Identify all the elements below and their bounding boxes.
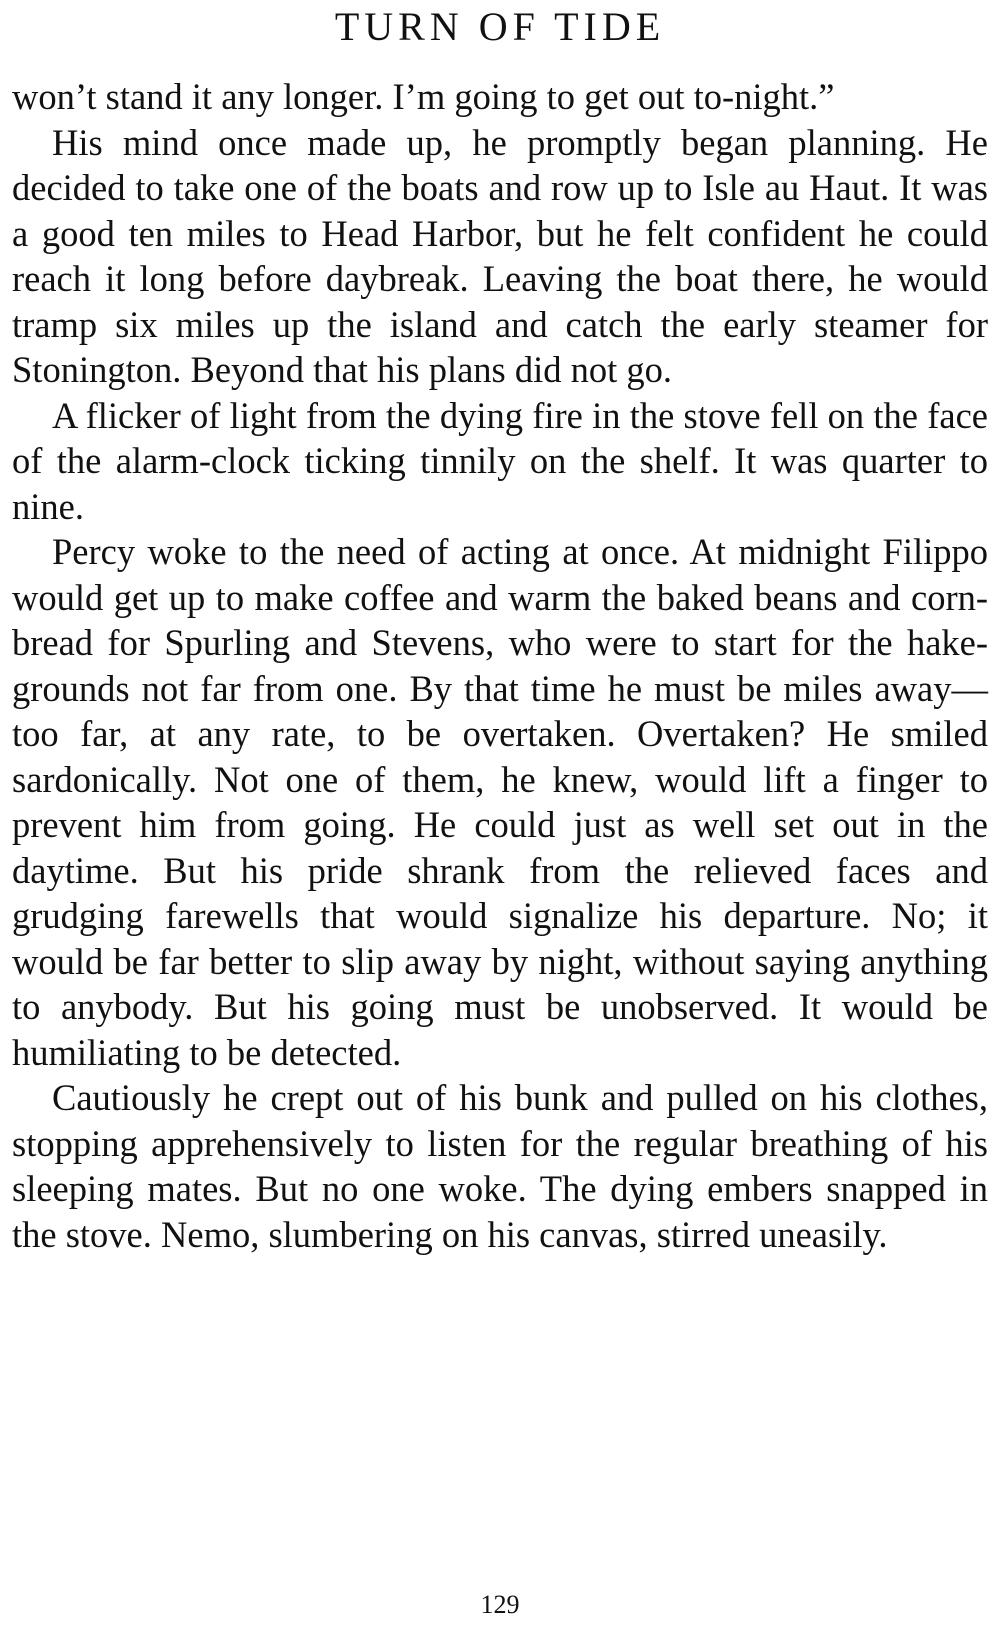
paragraph: Percy woke to the need of acting at once. At midnight Filippo would get up to make coffee and warm the baked beans and corn-bread for Spurling and Stevens, who were to start for the hake-grounds not far from one. By that time he must be miles away—too far, at any rate, to be overtaken. Overtaken? He smiled sardonically. Not one of them, he knew, would lift a finger to prevent him from going. He could just as well set out in the daytime. But his pride shrank from the relieved faces and grudging farewells that would signalize his departure. No; it would be far better to slip away by night, without saying anything to anybody. But his going must be unobserved. It would be humiliating to be detected. <box>12 531 988 1073</box>
book-page <box>12 0 988 1640</box>
paragraph: His mind once made up, he promptly began planning. He decided to take one of the boats and row up to Isle au Haut. It was a good ten miles to Head Harbor, but he felt confident he could reach it long before daybreak. Leaving the boat there, he would tramp six miles up the island and catch the early steamer for Stonington. Beyond that his plans did not go. <box>12 121 988 390</box>
paragraph: Cautiously he crept out of his bunk and pulled on his clothes, stopping apprehensively to listen for the regular breathing of his sleeping mates. But no one woke. The dying embers snapped in the stove. Nemo, slumbering on his canvas, stirred uneasily. <box>12 1077 988 1255</box>
paragraph-continuation: won’t stand it any longer. I’m going to get out to-night.” <box>12 76 835 117</box>
running-head: TURN OF TIDE <box>334 4 666 49</box>
page-number: 129 <box>480 1590 520 1619</box>
paragraph: A flicker of light from the dying fire in the stove fell on the face of the alarm-clock ticking tinnily on the shelf. It was quarter to nine. <box>12 394 988 527</box>
body-text <box>12 74 988 1257</box>
